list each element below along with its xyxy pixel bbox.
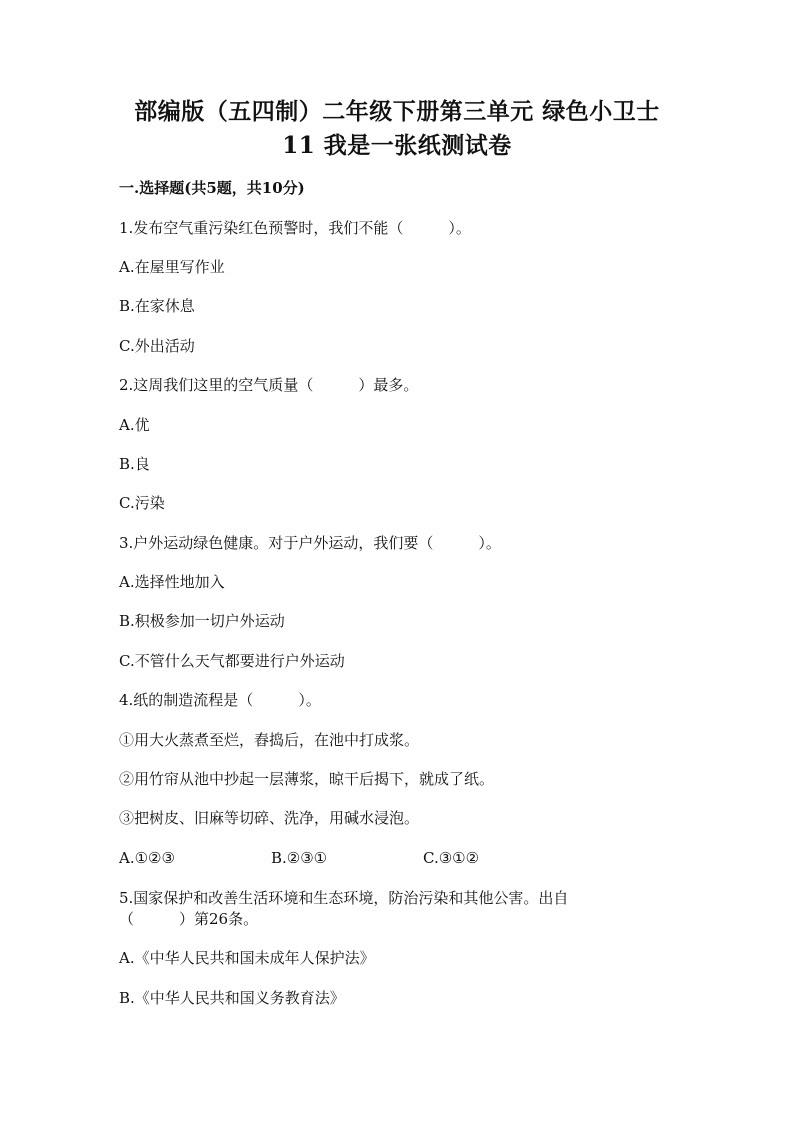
question-3-option-b: B.积极参加一切户外运动 xyxy=(119,612,285,630)
question-2-option-c: C.污染 xyxy=(119,494,165,512)
question-5-option-b: B.《中华人民共和国义务教育法》 xyxy=(119,989,345,1007)
question-4-stem: 4.纸的制造流程是（ ）。 xyxy=(119,691,321,709)
exam-title-line1: 部编版（五四制）二年级下册第三单元 绿色小卫士 xyxy=(134,98,660,125)
question-4-step-3: ③把树皮、旧麻等切碎、洗净，用碱水浸泡。 xyxy=(119,809,420,827)
question-5-stem-line2: （ ）第26条。 xyxy=(119,910,259,928)
exam-title-line2: 11 我是一张纸测试卷 xyxy=(282,132,512,159)
question-5-option-a: A.《中华人民共和国未成年人保护法》 xyxy=(119,949,375,967)
question-3-option-c: C.不管什么天气都要进行户外运动 xyxy=(119,652,345,670)
question-1-option-a: A.在屋里写作业 xyxy=(119,258,225,276)
question-4-option-b: B.②③① xyxy=(271,849,328,867)
question-4-step-1: ①用大火蒸煮至烂，舂捣后，在池中打成浆。 xyxy=(119,731,420,749)
question-3-option-a: A.选择性地加入 xyxy=(119,573,225,591)
question-2-option-b: B.良 xyxy=(119,455,150,473)
question-1-option-c: C.外出活动 xyxy=(119,337,195,355)
question-2-stem: 2.这周我们这里的空气质量（ ）最多。 xyxy=(119,376,419,394)
question-4-option-c: C.③①② xyxy=(423,849,480,867)
question-4-step-2: ②用竹帘从池中抄起一层薄浆，晾干后揭下，就成了纸。 xyxy=(119,770,495,788)
question-3-stem: 3.户外运动绿色健康。对于户外运动，我们要（ ）。 xyxy=(119,534,501,552)
question-1-stem: 1.发布空气重污染红色预警时，我们不能（ ）。 xyxy=(119,219,471,237)
question-2-option-a: A.优 xyxy=(119,416,150,434)
question-1-option-b: B.在家休息 xyxy=(119,297,195,315)
section-heading-choice: 一.选择题(共5题，共10分) xyxy=(119,179,305,197)
question-5-stem-line1: 5.国家保护和改善生活环境和生态环境，防治污染和其他公害。出自 xyxy=(119,889,569,907)
question-4-option-a: A.①②③ xyxy=(119,849,175,867)
